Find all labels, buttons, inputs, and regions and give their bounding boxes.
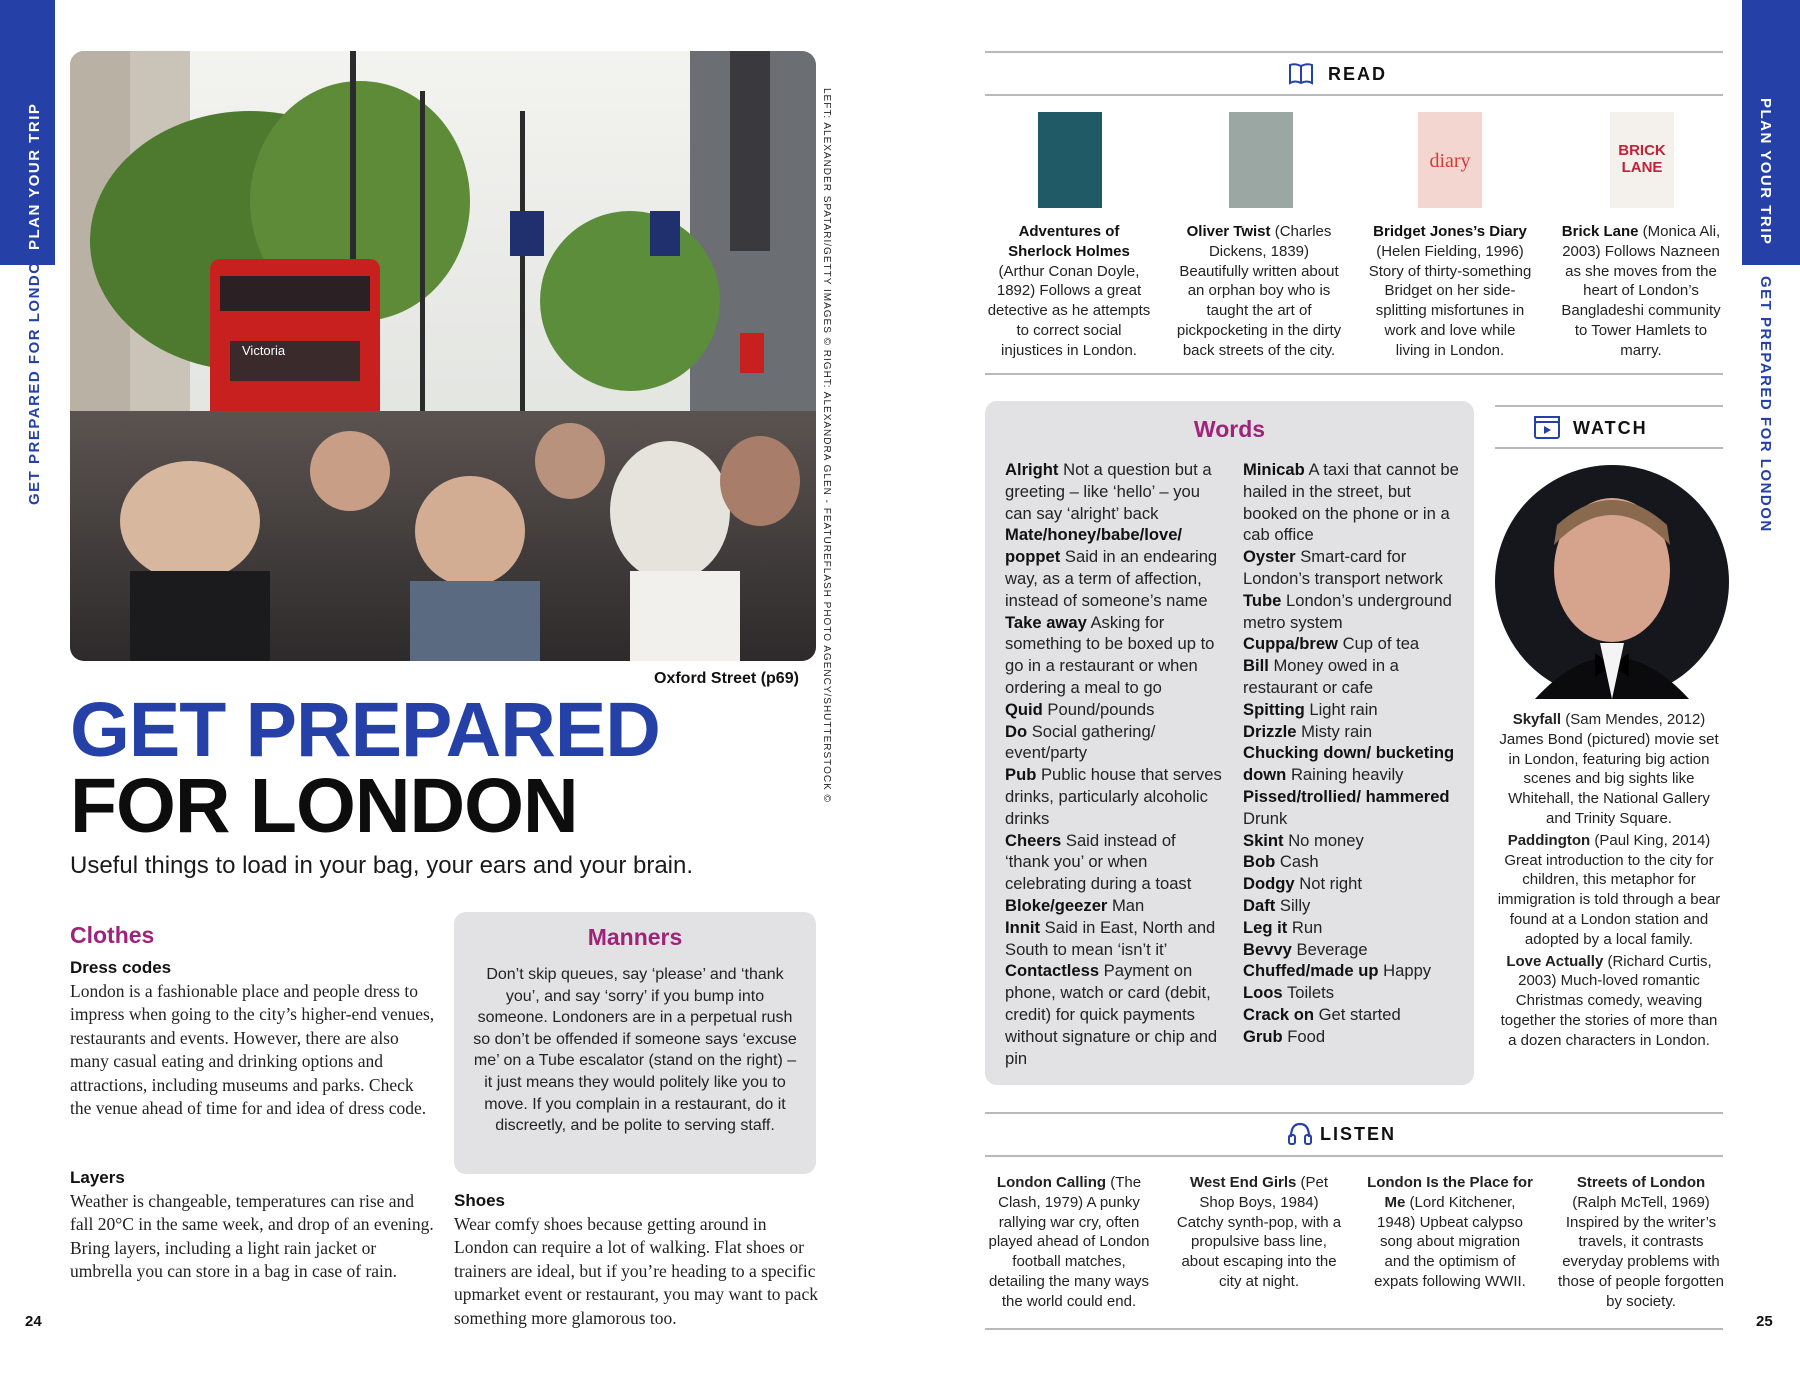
listen-rule-end (985, 1328, 1723, 1330)
listen-rule-bottom (985, 1155, 1723, 1157)
manners-text: Don’t skip queues, say ‘please’ and ‘thank you’, and say ‘sorry’ if you bump into someone. Londoners are in a perpetual rush so don’t be offended if someone says ‘excuse me’ on a Tube escalator (stand on the right) – it just means they would politely like you to move. If you complain in a restaurant, do it discreetly, and be polite to serving staff. (473, 966, 797, 1135)
page-title-line1: GET PREPARED (70, 687, 660, 773)
book-oliver-twist: Oliver Twist (Charles Dickens, 1839) Beautifully written about an orphan boy who is taught the art of pickpocketing in the dirty back streets of the city. (1176, 223, 1342, 359)
side-tab-right-label: PLAN YOUR TRIP (1757, 98, 1774, 246)
song-london-calling: London Calling (The Clash, 1979) A punky rallying war cry, often played ahead of London football matches, detailing the many ways the world could end. (988, 1174, 1150, 1310)
word-entry: Crack on Get started (1243, 1004, 1401, 1024)
word-entry: Quid Pound/pounds (1005, 699, 1155, 719)
shoes-heading: Shoes (454, 1191, 506, 1210)
photo-credit: LEFT: ALEXANDER SPATARI/GETTY IMAGES © RIGHT: ALEXANDRA GLEN - FEATUREFLASH PHOTO AGENCY/SHUTTERSTOCK © (821, 88, 832, 803)
word-entry: Grub Food (1243, 1026, 1326, 1046)
oliver-twist-book-cover (1229, 112, 1293, 208)
words-heading: Words (1193, 416, 1266, 442)
oxford-street-photo (70, 51, 816, 661)
word-entry: Chucking down/ bucketing down Raining heavily (1243, 743, 1455, 785)
word-entry: Tube London’s underground metro system (1243, 590, 1452, 632)
word-entry: Cuppa/brew Cup of tea (1243, 634, 1420, 654)
read-label: READ (1328, 64, 1388, 84)
side-tab-right-section: GET PREPARED FOR LONDON (1757, 276, 1774, 533)
word-entry: Chuffed/made up Happy (1243, 961, 1432, 981)
page-number-right: 25 (1756, 1313, 1773, 1330)
word-entry: Do Social gathering/ event/party (1005, 721, 1156, 763)
watch-rule-top (1495, 405, 1723, 407)
watch-label: WATCH (1573, 418, 1648, 438)
listen-rule-top (985, 1112, 1723, 1114)
film-entry: Love Actually (Richard Curtis, 2003) Much-loved romantic Christmas comedy, weaving together the stories of more than a dozen characters in London. (1500, 952, 1718, 1049)
photo-caption: Oxford Street (p69) (654, 670, 799, 687)
word-entry: Daft Silly (1243, 895, 1311, 915)
read-rule-top (985, 51, 1723, 53)
book-brick-lane: Brick Lane (Monica Ali, 2003) Follows Nazneen as she moves from the heart of London’s Bangladeshi community to Tower Hamlets to marry. (1561, 223, 1721, 359)
film-entry: Skyfall (Sam Mendes, 2012) James Bond (pictured) movie set in London, featuring big action scenes and big sights like Whitehall, the National Gallery and Trinity Square. (1499, 711, 1719, 827)
bridget-jones-book-cover (1418, 112, 1482, 208)
word-entry: Bevvy Beverage (1243, 939, 1368, 959)
brick-lane-book-cover (1610, 112, 1674, 208)
shoes-text: Wear comfy shoes because getting around in London can require a lot of walking. Flat shoes or trainers are ideal, but if you’re heading to a specific upmarket event or restaurant, you may want to pack something more glamorous too. (454, 1214, 818, 1328)
actor-portrait (1495, 465, 1729, 699)
book-bridget-jones: Bridget Jones’s Diary (Helen Fielding, 1996) Story of thirty-something Bridget on her side-splitting misfortunes in work and love while living in London. (1368, 223, 1532, 359)
watch-films (1495, 710, 1723, 1051)
clapperboard-icon (1533, 414, 1561, 440)
word-entry: Dodgy Not right (1243, 874, 1362, 894)
word-entry: Minicab A taxi that cannot be hailed in the street, but booked on the phone or in a cab office (1243, 460, 1459, 545)
word-entry: Innit Said in East, North and South to mean ‘isn’t it’ (1005, 917, 1216, 959)
film-entry: Paddington (Paul King, 2014) Great introduction to the city for children, this metaphor for immigration is told through a bear found at a London station and adopted by a local family. (1497, 831, 1721, 948)
word-entry: Bill Money owed in a restaurant or cafe (1243, 656, 1399, 697)
words-column-left (1005, 459, 1223, 1069)
word-entry: Loos Toilets (1243, 983, 1334, 1003)
word-entry: Drizzle Misty rain (1243, 721, 1373, 741)
book-icon (1287, 61, 1315, 87)
word-entry: Cheers Said instead of ‘thank you’ or when celebrating during a toast (1005, 830, 1192, 894)
layers-heading: Layers (70, 1168, 125, 1187)
page-subtitle: Useful things to load in your bag, your ears and your brain. (70, 852, 694, 879)
side-tab-left-section: GET PREPARED FOR LONDON (26, 248, 43, 505)
listen-label: LISTEN (1320, 1124, 1397, 1144)
song-west-end-girls: West End Girls (Pet Shop Boys, 1984) Catchy synth-pop, with a propulsive bass line, about escaping into the city at night. (1176, 1174, 1342, 1290)
word-entry: Mate/honey/babe/love/ poppet Said in an endearing way, as a term of affection, instead of someone’s name (1005, 525, 1218, 610)
dress-codes-text: London is a fashionable place and people dress to impress when going to the city’s higher-end venues, restaurants and events. However, there are also many casual eating and drinking options and attractions, including museums and parks. Check the venue ahead of time for and idea of dress code. (70, 981, 435, 1119)
words-column-right (1243, 459, 1459, 1048)
word-entry: Oyster Smart-card for London’s transport network (1243, 547, 1443, 588)
word-entry: Bob Cash (1243, 852, 1319, 872)
word-entry: Skint No money (1243, 830, 1364, 850)
clothes-heading: Clothes (70, 922, 155, 948)
book-sherlock: Adventures of Sherlock Holmes (Arthur Conan Doyle, 1892) Follows a great detective as he attempts to correct social injustices in London. (987, 223, 1151, 359)
headphones-icon (1287, 1121, 1313, 1147)
brick-lane-cover-title: BRICK LANE (1618, 142, 1666, 176)
word-entry: Take away Asking for something to be boxed up to go in a restaurant or when ordering a meal to go (1005, 612, 1215, 697)
word-entry: Pissed/trollied/ hammered Drunk (1243, 786, 1450, 828)
page-title-line2: FOR LONDON (70, 763, 578, 849)
watch-rule-bottom (1495, 447, 1723, 449)
word-entry: Contactless Payment on phone, watch or card (debit, credit) for quick payments without signature or chip and pin (1005, 961, 1218, 1068)
word-entry: Pub Public house that serves drinks, particularly alcoholic drinks (1005, 765, 1222, 828)
read-rule-end (985, 373, 1723, 375)
song-london-is-the-place: London Is the Place for Me (Lord Kitchener, 1948) Upbeat calypso song about migration and the optimism of expats following WWII. (1367, 1174, 1533, 1290)
side-tab-left-label: PLAN YOUR TRIP (26, 102, 43, 250)
page-number-left: 24 (25, 1313, 42, 1330)
word-entry: Bloke/geezer Man (1005, 895, 1145, 915)
word-entry: Spitting Light rain (1243, 699, 1378, 719)
bus-destination-sign: Victoria (242, 343, 286, 358)
dress-codes-heading: Dress codes (70, 958, 172, 977)
layers-text: Weather is changeable, temperatures can rise and fall 20°C in the same week, and drop of an evening. Bring layers, including a light rain jacket or umbrella you can store in a bag in case of rain. (70, 1191, 434, 1282)
street-scene-illustration (70, 51, 816, 661)
manners-heading: Manners (587, 924, 683, 950)
word-entry: Alright Not a question but a greeting – like ‘hello’ – you can say ‘alright’ back (1005, 460, 1212, 523)
word-entry: Leg it Run (1243, 917, 1323, 937)
song-streets-of-london: Streets of London (Ralph McTell, 1969) Inspired by the writer’s travels, it contrasts everyday problems with those of people forgotten by society. (1558, 1174, 1724, 1310)
sherlock-book-cover (1038, 112, 1102, 208)
read-rule-bottom (985, 94, 1723, 96)
bridget-cover-title: diary (1429, 150, 1471, 172)
